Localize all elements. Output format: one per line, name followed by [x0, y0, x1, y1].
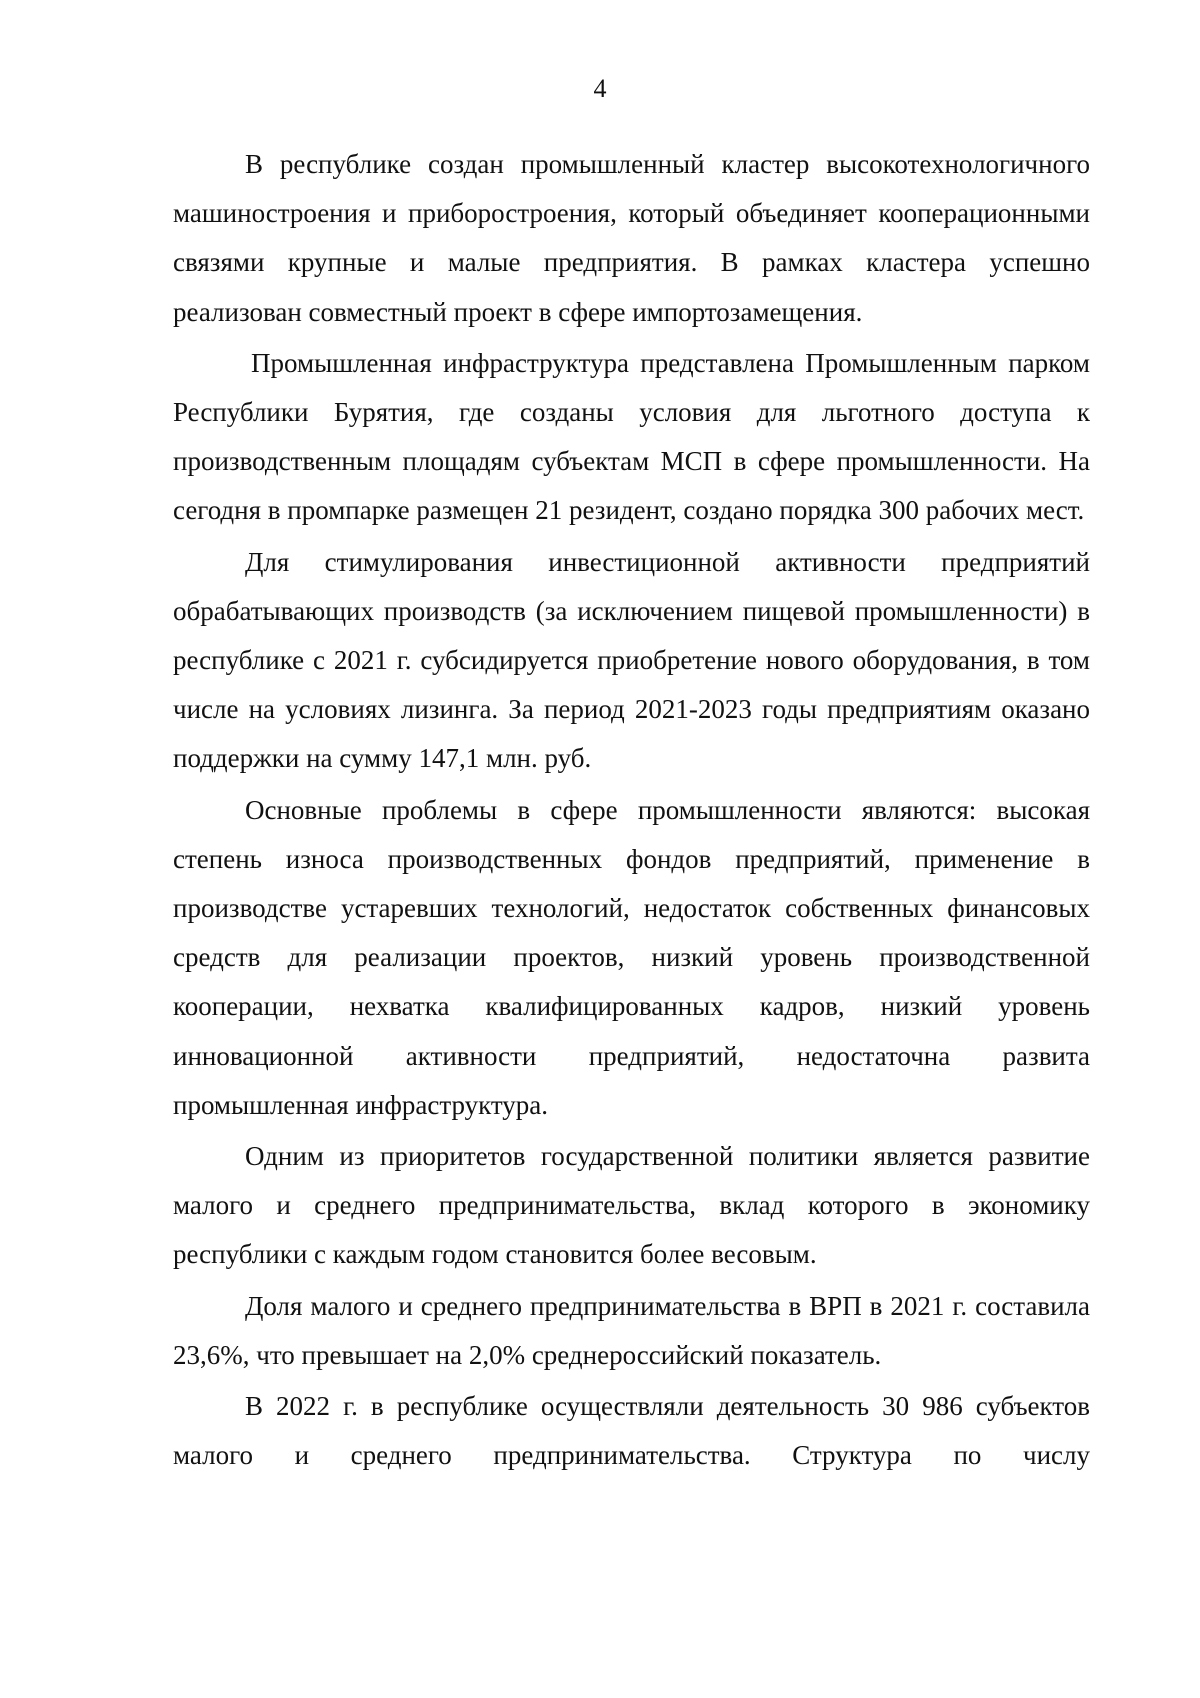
paragraph-sme-share-grp: Доля малого и среднего предпринимательства в ВРП в 2021 г. составила 23,6%, что превышает на 2,0% среднероссийский показатель.	[173, 1290, 1090, 1370]
paragraph-sme-priority: Одним из приоритетов государственной политики является развитие малого и среднего предпринимательства, вклад которого в экономику республики с каждым годом становится более весовым.	[173, 1141, 1090, 1270]
paragraph-industrial-infrastructure: Промышленная инфраструктура представлена Промышленным парком Республики Бурятия, где созданы условия для льготного доступа к производственным площадям субъектам МСП в сфере промышленности. На сегодня в промпарке размещен 21 резидент, создано порядка 300 рабочих мест.	[173, 347, 1090, 526]
paragraph-investment-stimulation: Для стимулирования инвестиционной активности предприятий обрабатывающих производств (за исключением пищевой промышленности) в республике с 2021 г. субсидируется приобретение нового оборудования, в том числе на условиях лизинга. За период 2021-2023 годы предприятиям оказано поддержки на сумму 147,1 млн. руб.	[173, 546, 1090, 774]
paragraph-main-problems: Основные проблемы в сфере промышленности являются: высокая степень износа производственных фондов предприятий, применение в производстве устаревших технологий, недостаток собственных финансовых средств для реализации проектов, низкий уровень производственной кооперации, нехватка квалифицированных кадров, низкий уровень инновационной активности предприятий, недостаточна развита промышленная инфраструктура.	[173, 794, 1090, 1120]
page-number: 4	[593, 74, 607, 103]
paragraph-sme-count: В 2022 г. в республике осуществляли деятельность 30 986 субъектов малого и среднего предпринимательства. Структура по числу	[173, 1391, 1090, 1471]
paragraph-industrial-cluster: В республике создан промышленный кластер высокотехнологичного машиностроения и приборостроения, который объединяет кооперационными связями крупные и малые предприятия. В рамках кластера успешно реализован совместный проект в сфере импортозамещения.	[173, 149, 1090, 327]
document-body	[173, 140, 1090, 1482]
